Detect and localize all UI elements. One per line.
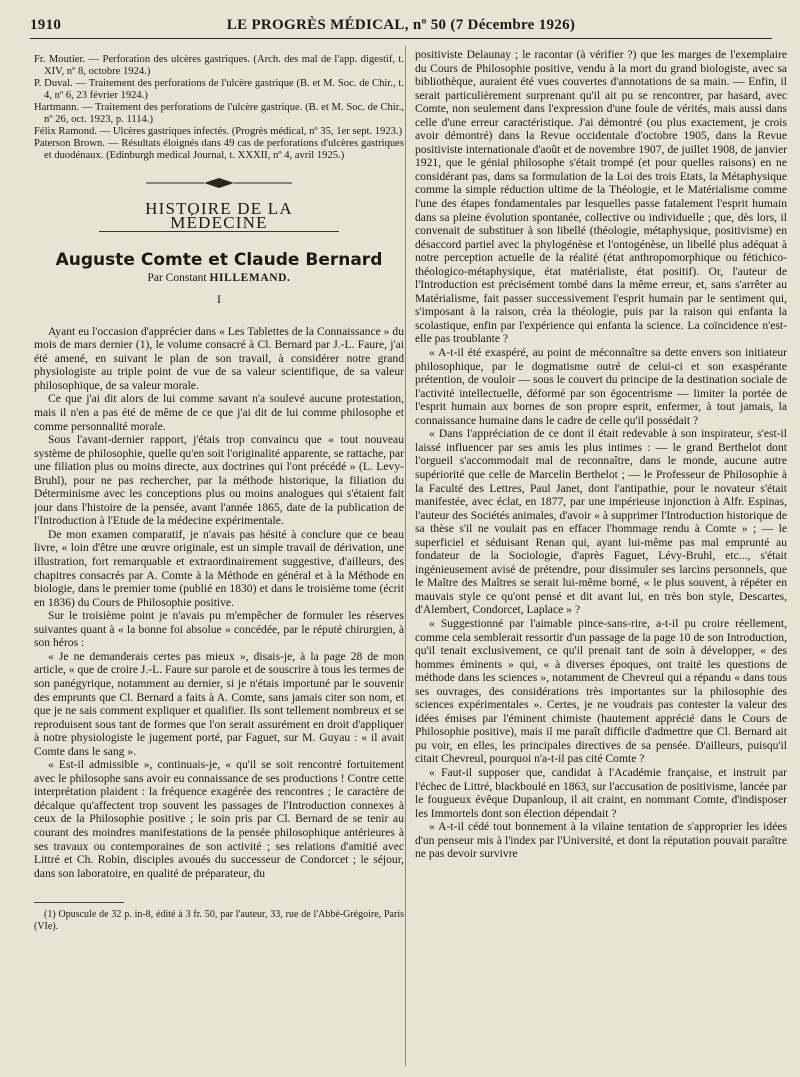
page-header [30,12,772,39]
paragraph: « Est-il admissible », continuais-je, « qu'il se soit rencontré fortuitement avec le philosophe sans avoir eu connaissance de ses productions ! Contre cette interprétation plaident : la fréquence exagérée des rencontres ; le caractère de décalque qu'affectent trop souvent les passages de l'Introduction connexes à ceux de la Philosophie positive ; le soin pris par Cl. Bernard de se tenir au courant des moindres manifestations de la pensée philosophique antérieures à ses travaux ou contemporaines de son activité ; ses relations d'amitié avec Littré et Ch. Robin, disciples avoués du successeur de Condorcet ; le séjour, dans son laboratoire, en qualité de préparateur, du [34,758,404,880]
footnote: (1) Opuscule de 32 p. in-8, édité à 3 fr. 50, par l'auteur, 33, rue de l'Abbé-Grégoire, Paris (VIe). [34,909,404,932]
part-number: I [217,292,221,307]
paragraph: « Faut-il supposer que, candidat à l'Académie française, et instruit par l'échec de Littré, blackboulé en 1863, sur l'accusation de positivisme, lancée par le fougueux évêque Dupanloup, il ait craint, en nommant Comte, d'indisposer les Immortels dont son élection dépendait ? [415,765,787,820]
byline-prefix: Par Constant [147,271,207,284]
reference-item: Félix Ramond. — Ulcères gastriques infectés. (Progrès médical, nº 35, 1er sept. 1923.) [34,126,403,137]
paragraph: Ce que j'ai dit alors de lui comme savant n'a soulevé aucune protestation, mais il n'en a pas été de même de ce que j'ai dit de lui comme philosophe et comme personnalité morale. [34,392,404,433]
reference-item: P. Duval. — Traitement des perforations de l'ulcère gastrique (B. et M. Soc. de Chir., t. 4, nº 6, 23 février 1924.) [34,78,404,101]
journal-title: LE PROGRÈS MÉDICAL, nº 50 (7 Décembre 1926) [226,16,576,33]
page-number: 1910 [30,16,62,33]
paragraph: « Dans l'appréciation de ce dont il était redevable à son inspirateur, s'est-il laissé influencer par ses amis les plus intimes : — le grand Berthelot dont l'orgueil s'accommodait mal de reconnaître, dans le monde, aucune autre supériorité que celle de Marcelin Berthelot ; — le Professeur de Philosophie à la Faculté des Lettres, Paul Janet, dont l'antipathie, pour le novateur s'était manifestée, avec éclat, en 1877, par une impérieuse injonction à Alfr. Espinas, l'auteur des Sociétés animales, d'avoir « à supprimer l'Introduction historique de sa thèse s'il ne voulait pas en effacer l'hommage rendu à Comte » ; — le superficiel et séduisant Renan qui, ayant lui-même pas mal emprunté au fondateur de la Sociologie, d'après Faguet, Lévy-Bruhl, etc..., s'était ingénieusement avisé de prétendre, pour dissimuler ses larcins personnels, que le Maître des Maîtres se serait lui-même borné, « le plus souvent, à répéter en mauvais style ce qu'ont pensé et dit avant lui, en très bon style, Descartes, d'Alembert, Condorcet, Laplace » ? [415,427,787,617]
paragraph: Sur le troisième point je n'avais pu m'empêcher de formuler les réserves suivantes quant à « la bonne foi absolue » concédée, par le réputé chirurgien, à son héros : [34,609,404,650]
paragraph: « Suggestionné par l'aimable pince-sans-rire, a-t-il pu croire réellement, comme cela semblerait ressortir d'un passage de la page 10 de son Introduction, qu'il tenait exclusivement, ce qu'il prenait tant de soin à développer, « des hommes éminents » qui, « à diverses époques, ont traité les questions de méthode dans les sciences », notamment de Chevreul qui a répandu « dans tous ses ouvrages, des considérations très importantes sur la philosophie des sciences expérimentales ». Certes, je ne voudrais pas contester la valeur des idées émises par l'éminent chimiste (hautement apprécié dans le Cours de Philosophie positive), mais il me paraît difficile d'admettre que Cl. Bernard ait pu voir, en elles, les principales directives de sa pensée. D'ailleurs, puisqu'il citait Chevreul, pourquoi n'a-t-il pas cité Comte ? [415,616,787,766]
reference-item: Fr. Moutier. — Perforation des ulcères gastriques. (Arch. des mal de l'app. digestif, t. XIV, nº 8, octobre 1924.) [34,54,404,77]
paragraph: De mon examen comparatif, je n'avais pas hésité à conclure que ce beau livre, « loin d'être une œuvre originale, est un simple travail de dérivation, une illustration, fort remarquable et extraordinairement suggestive, d'ailleurs, des chapitres consacrés par A. Comte à la Méthode en général et à la Méthode en biologie, dans le premier tome (publié en 1830) et dans le troisième tome (écrit en 1836) du Cours de Philosophie positive. [34,527,404,609]
reference-item: Hartmann. — Traitement des perforations de l'ulcère gastrique. (B. et M. Soc. de Chir., nº 26, oct. 1923, p. 1114.) [34,102,404,125]
paragraph: « A-t-il été exaspéré, au point de méconnaître sa dette envers son initiateur philosophique, par le dogmatisme outré de celui-ci et son exaspérante prétention, de vouloir — sous le couvert du principe de la destination sociale de l'activité intellectuelle, déformé par son égocentrisme — limiter la portée de l'esprit humain aux bornes de son propre esprit, enfermer, à tout jamais, la connaissance humaine dans le cadre de celle qu'il possédait ? [415,346,787,427]
column-divider [405,46,406,1066]
paragraph: positiviste Delaunay ; le racontar (à vérifier ?) que les marges de l'exemplaire du Cours de Philosophie positive, vendu à la mort du grand biologiste, avec sa bibliothèque, auraient été vues couvertes d'annotations de sa main. — Enfin, il serait particulièrement surprenant qu'il ait pu se rencontrer, par hasard, avec Comte, non seulement dans l'expression d'une foule de vérités, mais aussi dans celle d'une erreur caractéristique. J'ai démontré (ou plus exactement, je crois avoir démontré) dans la Revue occidentale d'octobre 1905, dans la Revue positiviste internationale d'août et de novembre 1907, de juillet 1908, de janvier 1921, que le génial philosophe s'était trompé (et pour quelles raisons) en ne considérant pas, dans sa formulation de la Loi des trois Etats, la Métaphysique comme la simple réduction ultime de la Théologie, et le Matérialisme comme l'une des étapes fondamentales par lesquelles passe fatalement l'esprit humain dans sa pleine évolution spontanée, collective ou individuelle ; que, dès lors, il convenait de substituer à son libellé (théologie, métaphysique, positivisme) en désaccord partiel avec la phylogénèse et l'ontogénèse, un libellé plus adéquat à notre perception actuelle de la réalité (état anthropomorphique ou fétichico-théologico-métaphysique, état matérialiste, état positif). Or, l'auteur de l'Introduction est précisément tombé dans la même erreur, et, sans s'arrêter au Matérialisme, fait passer successivement l'esprit humain par le sentiment qui, s'imposant à la raison, créa la théologie, puis par la raison qui enfanta la scolastique, enfin par l'expérience qui enfanta la science. La coïncidence n'est-elle pas troublante ? [415,48,787,346]
paragraph: « A-t-il cédé tout bonnement à la vilaine tentation de s'approprier les idées d'un penseur mis à l'index par l'Université, et dont la réputation pouvait paraître ne pas devoir survivre [415,820,787,861]
reference-list [34,54,404,162]
right-column [415,48,787,1068]
byline [34,272,404,286]
section-title: HISTOIRE DE LA MÉDECINE [99,202,339,232]
paragraph: « Je ne demanderais certes pas mieux », disais-je, à la page 28 de mon article, « que de croire J.-L. Faure sur parole et de souscrire à tous les termes de son panégyrique, notamment au dernier, si je n'étais importuné par le souvenir des emprunts que Cl. Bernard a faits à A. Comte, sans jamais citer son nom, et que je ne sais comment expliquer et qualifier. Ils sont tellement nombreux et se reproduisent sous tant de formes que l'on serait assurément en droit d'appliquer à notre physiologiste le jugement porté, par Faguet, sur M. Guyau : « il avait Comte dans le sang ». [34,649,404,758]
paragraph: Ayant eu l'occasion d'apprécier dans « Les Tablettes de la Connaissance » du mois de mars dernier (1), le volume consacré à Cl. Bernard par J.-L. Faure, j'ai été amené, en suivant le plan de son travail, à considérer notre grand physiologiste au triple point de vue de sa valeur scientifique, de sa valeur philosophique, de sa valeur morale. [34,324,404,392]
left-column [34,54,404,1066]
paragraph: Sous l'avant-dernier rapport, j'étais trop convaincu que « tout nouveau système de philosophie, quelle qu'en soit l'originalité apparente, se rattache, par une filiation plus ou moins directe, aux doctrines qui l'ont précédé » (L. Levy-Bruhl), pour ne pas rechercher, par la méthode historique, la filiation du Déterminisme avec les conceptions plus ou moins analogues qui s'étaient fait jour dans l'histoire de la pensée, avant l'année 1865, date de la publication de l'Introduction à l'Etude de la médecine expérimentale. [34,433,404,528]
ornament-divider [144,176,294,190]
article-title: Auguste Comte et Claude Bernard [55,250,383,271]
byline-author: HILLEMAND. [209,271,291,284]
footnote-rule [34,902,124,903]
reference-item: Paterson Brown. — Résultats éloignés dans 49 cas de perforations d'ulcères gastriques et duodénaux. (Edinburgh medical Journal, t. XXXII, nº 4, avril 1925.) [34,138,404,161]
